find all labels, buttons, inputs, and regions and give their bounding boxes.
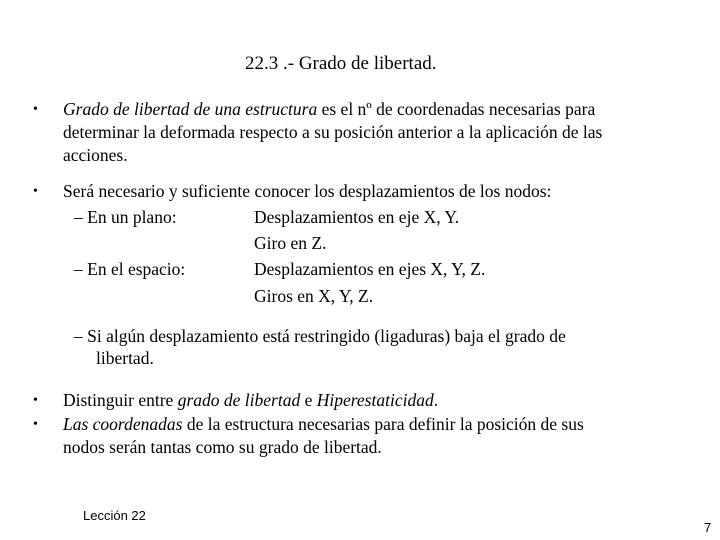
bullet-3-pre: Distinguir entre	[63, 390, 178, 410]
bullet-1-line-3: acciones.	[63, 145, 128, 165]
bullet-1-term: Grado de libertad de una estructura	[63, 99, 318, 119]
sub-note-line-1: – Si algún desplazamiento está restringido (ligaduras) baja el grado de	[74, 326, 566, 346]
plane-value-1: Desplazamientos en eje X, Y.	[254, 207, 460, 227]
bullet-marker: •	[33, 102, 38, 117]
bullet-3-mid: e	[300, 390, 317, 410]
bullet-4-line-1	[63, 413, 584, 436]
space-value-2: Giros en X, Y, Z.	[254, 286, 374, 306]
bullet-3-line	[63, 389, 438, 412]
page-number: 7	[704, 520, 712, 535]
bullet-3-end: .	[433, 390, 439, 410]
bullet-4-line-2: nodos serán tantas como su grado de libertad.	[63, 437, 382, 457]
bullet-4-text: de la estructura necesarias para definir la posición de sus	[182, 414, 584, 434]
bullet-4-term: Las coordenadas	[63, 414, 183, 434]
bullet-marker: •	[33, 393, 38, 408]
bullet-marker: •	[33, 184, 38, 199]
bullet-3-term-2: Hiperestaticidad	[316, 390, 434, 410]
plane-label: – En un plano:	[74, 207, 177, 227]
bullet-1-line-1	[63, 98, 595, 121]
bullet-2-line-1: Será necesario y suficiente conocer los desplazamientos de los nodos:	[63, 181, 552, 201]
plane-value-2: Giro en Z.	[254, 233, 327, 253]
bullet-marker: •	[33, 417, 38, 432]
space-value-1: Desplazamientos en ejes X, Y, Z.	[254, 259, 486, 279]
lesson-footer: Lección 22	[83, 508, 146, 523]
sub-note-line-2: libertad.	[96, 348, 154, 368]
space-label: – En el espacio:	[74, 259, 186, 279]
bullet-1-text: es el nº de coordenadas necesarias para	[317, 99, 596, 119]
bullet-1-line-2: determinar la deformada respecto a su posición anterior a la aplicación de las	[63, 122, 603, 142]
bullet-3-term-1: grado de libertad	[177, 390, 301, 410]
page-title: 22.3 .- Grado de libertad.	[245, 53, 437, 74]
